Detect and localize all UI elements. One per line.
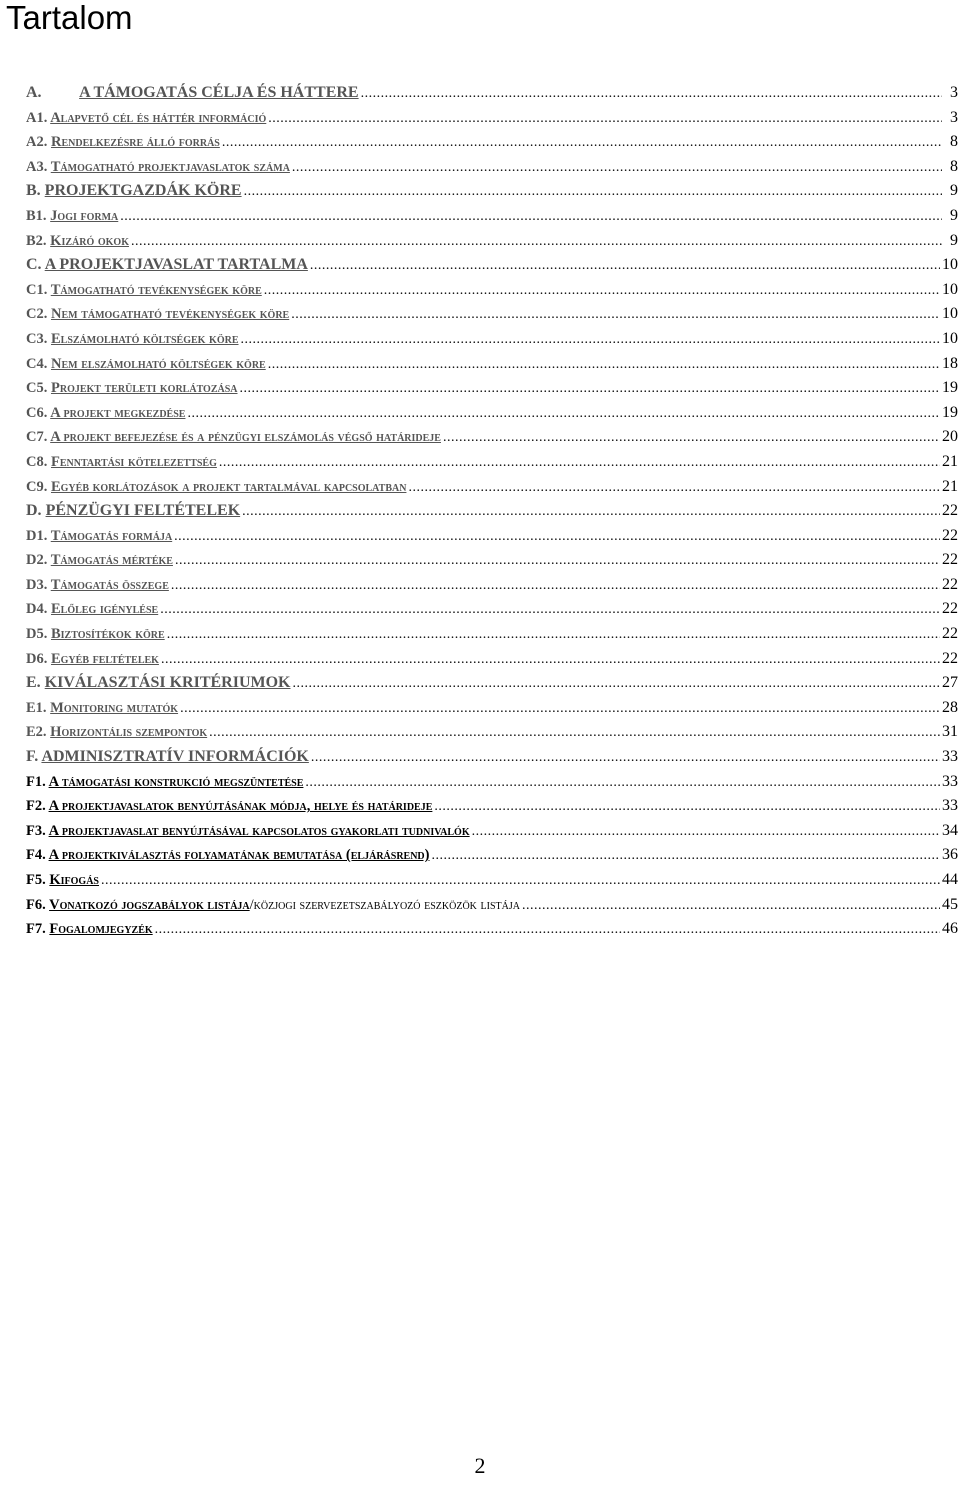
- toc-entry[interactable]: [26, 625, 960, 650]
- toc-entry-title: Nem támogatható tevékenységek köre: [50, 306, 290, 323]
- toc-leader-dots: [310, 258, 940, 274]
- toc-entry-number: C8.: [26, 453, 48, 470]
- toc-entry-label: [26, 282, 262, 299]
- toc-entry-page: 18: [942, 354, 958, 372]
- toc-entry-label: [26, 700, 178, 717]
- toc-entry-page: 46: [942, 920, 958, 938]
- toc-entry-title: Monitoring mutatók: [50, 699, 179, 716]
- toc-entry-number: F.: [26, 748, 39, 766]
- toc-leader-dots: [264, 283, 940, 299]
- toc-leader-dots: [305, 775, 940, 791]
- toc-entry[interactable]: [26, 920, 960, 945]
- toc-entry[interactable]: [26, 871, 960, 896]
- toc-entry-title: Elszámolható költségek köre: [50, 330, 239, 347]
- toc-leader-dots: [268, 111, 942, 127]
- toc-entry-label: [26, 823, 470, 840]
- toc-entry-page: 10: [942, 280, 958, 298]
- toc-entry[interactable]: [26, 453, 960, 478]
- toc-entry-number: C6.: [26, 404, 48, 421]
- toc-entry-page: 8: [950, 133, 958, 151]
- toc-entry-label: [26, 921, 153, 938]
- toc-entry-title: Kifogás: [49, 872, 99, 888]
- toc-leader-dots: [434, 799, 940, 815]
- toc-entry-label: [26, 233, 129, 250]
- toc-leader-dots: [240, 381, 940, 397]
- toc-entry-label: [26, 134, 220, 151]
- toc-leader-dots: [291, 307, 940, 323]
- toc-entry-title: Egyéb feltételek: [50, 650, 159, 667]
- toc-entry-title: Fenntartási kötelezettség: [50, 453, 217, 470]
- toc-entry-page: 22: [942, 551, 958, 569]
- toc-entry-label: [26, 798, 432, 815]
- toc-leader-dots: [241, 332, 940, 348]
- toc-entry-label: [26, 872, 99, 889]
- toc-entry[interactable]: [26, 527, 960, 552]
- table-of-contents: [26, 84, 960, 945]
- toc-leader-dots: [120, 209, 942, 225]
- toc-entry-label: [26, 429, 441, 446]
- toc-leader-dots: [244, 184, 942, 200]
- toc-entry-page: 19: [942, 403, 958, 421]
- toc-entry-title: Alapvető cél és háttér információ: [50, 109, 267, 126]
- toc-entry-page: 3: [950, 108, 958, 126]
- toc-entry-label: [26, 626, 165, 643]
- toc-entry-label: [26, 479, 406, 496]
- toc-entry-title: A PROJEKTJAVASLAT TARTALMA: [44, 256, 308, 274]
- toc-entry-label: [26, 306, 289, 323]
- toc-entry-number: C4.: [26, 355, 48, 372]
- toc-entry[interactable]: [26, 773, 960, 798]
- toc-entry-page: 9: [950, 206, 958, 224]
- toc-entry-label: [26, 331, 239, 348]
- toc-entry[interactable]: [26, 355, 960, 380]
- toc-entry-label: [26, 674, 291, 692]
- toc-entry-title: Egyéb korlátozások a projekt tartalmával kapcsolatban: [50, 478, 407, 495]
- toc-entry-label: [26, 380, 238, 397]
- toc-entry-title: PÉNZÜGYI FELTÉTELEK: [45, 502, 241, 520]
- toc-entry[interactable]: [26, 305, 960, 330]
- toc-entry-label: [26, 748, 309, 766]
- toc-entry-number: D1.: [26, 527, 48, 544]
- toc-entry[interactable]: [26, 379, 960, 404]
- toc-entry[interactable]: [26, 428, 960, 453]
- toc-entry-label: [26, 84, 359, 102]
- toc-entry-label: [26, 724, 207, 741]
- toc-entry-number: F4.: [26, 847, 46, 864]
- toc-entry-label: [26, 601, 158, 618]
- toc-entry-title-extra: /közjogi szervezetszabályozó eszközök listája: [249, 896, 520, 913]
- toc-entry-number: D2.: [26, 552, 48, 569]
- toc-entry-page: 9: [950, 182, 958, 200]
- toc-entry-number: C1.: [26, 281, 48, 298]
- toc-entry[interactable]: [26, 699, 960, 724]
- toc-entry[interactable]: [26, 502, 960, 527]
- toc-leader-dots: [187, 406, 940, 422]
- toc-entry-title: Horizontális szempontok: [50, 724, 208, 741]
- toc-entry-number: D3.: [26, 576, 48, 593]
- toc-entry-number: A1.: [26, 109, 48, 126]
- toc-entry-page: 10: [942, 256, 958, 274]
- toc-leader-dots: [209, 725, 940, 741]
- toc-entry-label: [26, 774, 303, 791]
- toc-entry[interactable]: [26, 748, 960, 773]
- toc-entry-label: [26, 552, 173, 569]
- toc-entry[interactable]: [26, 256, 960, 281]
- toc-entry[interactable]: [26, 896, 960, 921]
- toc-entry-number: F6.: [26, 896, 46, 913]
- toc-entry-label: [26, 651, 159, 668]
- toc-entry-title: A támogatási konstrukció megszüntetése: [48, 773, 304, 790]
- toc-entry[interactable]: [26, 551, 960, 576]
- toc-entry-title: Nem elszámolható költségek köre: [50, 355, 266, 372]
- toc-entry-label: [26, 182, 242, 200]
- toc-leader-dots: [180, 701, 940, 717]
- toc-entry-label: [26, 110, 266, 127]
- toc-entry[interactable]: [26, 650, 960, 675]
- toc-entry-title: PROJEKTGAZDÁK KÖRE: [44, 182, 242, 200]
- toc-entry-number: F3.: [26, 822, 46, 839]
- toc-entry-number: C5.: [26, 380, 48, 397]
- toc-entry[interactable]: [26, 133, 960, 158]
- toc-entry[interactable]: [26, 797, 960, 822]
- toc-entry-page: 27: [942, 674, 958, 692]
- toc-entry-number: B.: [26, 182, 41, 200]
- toc-leader-dots: [155, 922, 940, 938]
- toc-entry[interactable]: [26, 478, 960, 503]
- toc-entry[interactable]: [26, 109, 960, 134]
- toc-entry-number: F1.: [26, 773, 46, 790]
- toc-entry[interactable]: [26, 576, 960, 601]
- toc-entry-page: 21: [942, 452, 958, 470]
- toc-entry-number: E.: [26, 674, 41, 692]
- toc-entry-page: 10: [942, 305, 958, 323]
- toc-entry[interactable]: [26, 207, 960, 232]
- toc-entry-page: 44: [942, 871, 958, 888]
- toc-entry-page: 22: [942, 600, 958, 618]
- toc-entry[interactable]: [26, 232, 960, 257]
- toc-entry-title: A projektjavaslatok benyújtásának módja, helye és határideje: [48, 798, 433, 815]
- toc-entry-page: 22: [942, 502, 958, 520]
- toc-entry-title: ADMINISZTRATÍV INFORMÁCIÓK: [41, 748, 309, 766]
- toc-leader-dots: [167, 627, 940, 643]
- toc-entry[interactable]: [26, 600, 960, 625]
- toc-entry-page: 3: [950, 84, 958, 101]
- toc-entry-title: Kizáró okok: [50, 232, 129, 249]
- toc-leader-dots: [161, 652, 940, 668]
- toc-entry-number: C2.: [26, 306, 48, 323]
- toc-entry-label: [26, 577, 169, 594]
- toc-entry-label: [26, 159, 290, 176]
- toc-entry-number: A2.: [26, 134, 48, 151]
- toc-entry-title: Projekt területi korlátozása: [50, 380, 238, 397]
- toc-entry-page: 21: [942, 477, 958, 495]
- toc-leader-dots: [171, 578, 940, 594]
- toc-entry[interactable]: [26, 158, 960, 183]
- toc-entry-number: B1.: [26, 207, 47, 224]
- toc-entry-number: B2.: [26, 232, 47, 249]
- toc-entry-number: F5.: [26, 872, 46, 888]
- toc-entry-label: [26, 454, 217, 471]
- toc-entry-page: 22: [942, 526, 958, 544]
- toc-entry-page: 22: [942, 575, 958, 593]
- toc-leader-dots: [361, 86, 942, 102]
- toc-leader-dots: [293, 676, 941, 692]
- toc-entry-page: 33: [942, 772, 958, 790]
- toc-entry-number: F2.: [26, 798, 46, 815]
- toc-entry-label: [26, 356, 266, 373]
- toc-leader-dots: [268, 357, 940, 373]
- toc-leader-dots: [522, 898, 940, 914]
- toc-entry-label: [26, 502, 240, 520]
- toc-entry-title: Jogi forma: [50, 207, 119, 224]
- toc-entry-title: A projektjavaslat benyújtásával kapcsolatos gyakorlati tudnivalók: [48, 822, 470, 839]
- toc-entry-title: Rendelkezésre álló forrás: [50, 134, 220, 151]
- toc-leader-dots: [242, 504, 940, 520]
- toc-entry-number: A.: [26, 84, 42, 101]
- toc-entry-title: Támogatás formája: [50, 527, 173, 544]
- toc-entry-number: C3.: [26, 330, 48, 347]
- toc-entry-label: [26, 847, 430, 864]
- toc-entry[interactable]: [26, 404, 960, 429]
- toc-leader-dots: [160, 602, 940, 618]
- toc-entry-page: 9: [950, 231, 958, 249]
- toc-entry-title: A TÁMOGATÁS CÉLJA ÉS HÁTTERE: [79, 84, 359, 101]
- toc-leader-dots: [432, 848, 941, 864]
- toc-entry-number: F7.: [26, 921, 46, 938]
- toc-entry-title: Előleg igénylése: [50, 601, 159, 618]
- toc-entry-title: Támogatható tevékenységek köre: [50, 281, 262, 298]
- toc-leader-dots: [292, 160, 942, 176]
- toc-entry-label: [26, 897, 520, 914]
- toc-entry-page: 20: [942, 428, 958, 446]
- toc-entry-page: 33: [942, 797, 958, 815]
- toc-entry-page: 22: [942, 649, 958, 667]
- toc-entry-number: C7.: [26, 429, 48, 446]
- toc-entry-page: 28: [942, 698, 958, 716]
- toc-entry[interactable]: [26, 182, 960, 207]
- toc-entry[interactable]: [26, 723, 960, 748]
- toc-leader-dots: [408, 480, 940, 496]
- toc-leader-dots: [311, 750, 940, 766]
- toc-entry-page: 22: [942, 625, 958, 643]
- toc-entry[interactable]: [26, 674, 960, 699]
- toc-entry-label: [26, 208, 118, 225]
- toc-entry[interactable]: [26, 822, 960, 847]
- toc-entry[interactable]: [26, 84, 960, 109]
- toc-entry-page: 8: [950, 157, 958, 175]
- toc-entry-number: D4.: [26, 601, 48, 618]
- page-title: Tartalom: [6, 0, 133, 36]
- toc-entry-title: KIVÁLASZTÁSI KRITÉRIUMOK: [44, 674, 291, 692]
- toc-entry-title: A projekt befejezése és a pénzügyi elszámolás végső határideje: [50, 429, 441, 446]
- toc-entry-title: Támogatás mértéke: [50, 552, 173, 569]
- toc-entry-title: Vonatkozó jogszabályok listája: [49, 896, 250, 913]
- toc-entry-label: [26, 256, 308, 274]
- toc-leader-dots: [222, 135, 942, 151]
- toc-entry-number: E2.: [26, 724, 47, 741]
- toc-entry-title: Biztosítékok köre: [50, 626, 165, 643]
- toc-entry-page: 45: [942, 895, 958, 913]
- toc-leader-dots: [131, 234, 942, 250]
- toc-entry-title: A projektkiválasztás folyamatának bemutatása (eljárásrend): [48, 847, 430, 864]
- toc-entry-title: Támogatás összege: [50, 576, 169, 593]
- toc-entry-page: 36: [942, 846, 958, 864]
- toc-entry-page: 31: [942, 723, 958, 741]
- toc-entry-number: D5.: [26, 626, 48, 643]
- toc-entry-page: 19: [942, 379, 958, 397]
- toc-entry-page: 10: [942, 329, 958, 347]
- toc-entry-number: C9.: [26, 478, 48, 495]
- toc-entry-number: A3.: [26, 158, 48, 175]
- toc-entry[interactable]: [26, 330, 960, 355]
- toc-entry-number: E1.: [26, 699, 47, 716]
- toc-entry-number: D6.: [26, 650, 48, 667]
- toc-leader-dots: [472, 824, 940, 840]
- toc-leader-dots: [443, 430, 940, 446]
- toc-entry-label: [26, 405, 185, 422]
- toc-leader-dots: [101, 873, 940, 889]
- toc-leader-dots: [219, 455, 940, 471]
- toc-entry-number: D.: [26, 502, 42, 520]
- toc-entry-page: 34: [942, 821, 958, 839]
- toc-entry-label: [26, 528, 172, 545]
- toc-entry-title: Fogalomjegyzék: [49, 921, 153, 938]
- toc-entry-title: Támogatható projektjavaslatok száma: [50, 158, 290, 175]
- toc-entry[interactable]: [26, 846, 960, 871]
- page-number: 2: [474, 1453, 486, 1478]
- toc-entry[interactable]: [26, 281, 960, 306]
- toc-entry-title: A projekt megkezdése: [50, 404, 186, 421]
- toc-leader-dots: [175, 553, 940, 569]
- toc-leader-dots: [174, 529, 940, 545]
- toc-entry-number: C.: [26, 256, 42, 274]
- toc-entry-page: 33: [942, 748, 958, 766]
